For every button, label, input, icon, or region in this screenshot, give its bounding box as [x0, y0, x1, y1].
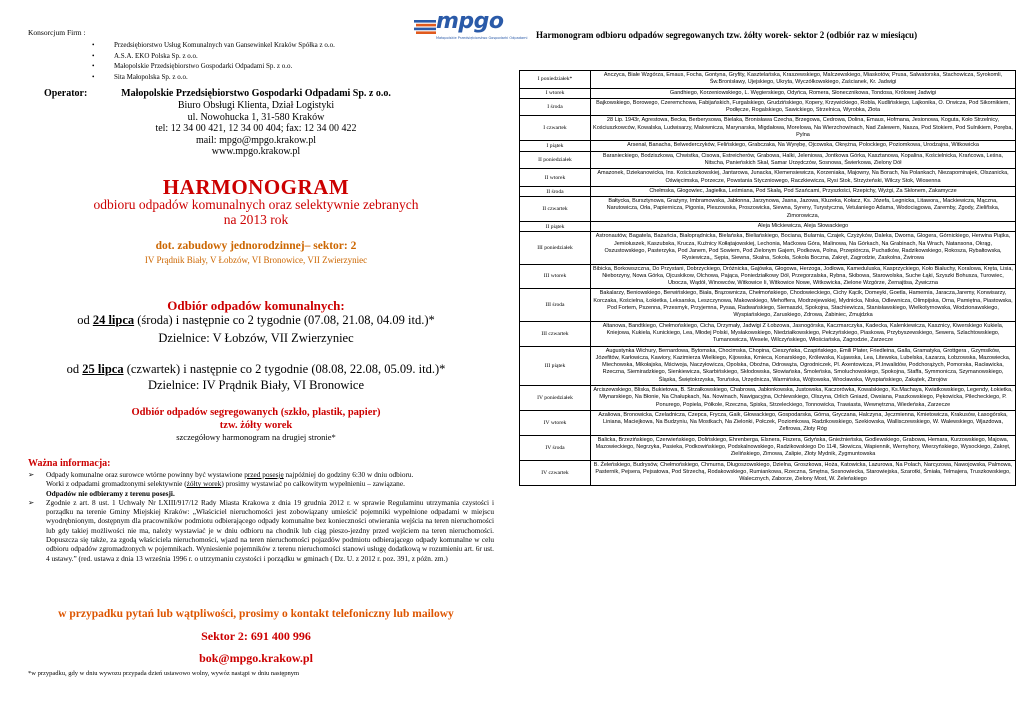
schedule-streets: Altanowa, Bandtkiego, Chełmońskiego, Cicha, Drzymały, Jadwigi Z Łobzowa, Jasnogórska, Kaczmarczyka, Kadecka, Kalenkiewicza, Kasznicy, Kiwerskiego Kukiela, Kniejowa, Kukiela, Kunickiego, Lea, Młodej Polski, Mysłakowskiego, Niedziałkowskiego, Pełczyńskiego, Piaskowa, Przybyszewskiego, Sewera, Szlachtowskiego, Tumanowicza, Wesele, Wilczyńskiego, Włościańska, Zagrodzie, Zarzecze	[591, 321, 1016, 346]
schedule-row	[520, 232, 1016, 264]
schedule-day: II poniedziałek	[520, 151, 591, 169]
operator-address: ul. Nowohucka 1, 31-580 Kraków	[187, 111, 325, 123]
schedule-row	[520, 321, 1016, 346]
schedule-day: IV środa	[520, 435, 591, 460]
schedule-day: II piątek	[520, 222, 591, 232]
schedule-row	[520, 264, 1016, 289]
schedule-row	[520, 197, 1016, 222]
contact-prompt: w przypadku pytań lub wątpliwości, prosimy o kontakt telefoniczny lub mailowy	[58, 608, 454, 620]
segregated-title: Odbiór odpadów segregowanych (szkło, plastik, papier)	[131, 407, 381, 418]
communal-date-1: 24 lipca	[92, 313, 135, 327]
schedule-day: I środa	[520, 98, 591, 116]
schedule-day: I poniedziałek*	[520, 71, 591, 89]
communal-title: Odbiór odpadów komunalnych:	[167, 298, 345, 313]
schedule-streets: B. Żeleńskiego, Budrysów, Chełmońskiego, Chmurna, Długoszowskiego, Dzielna, Groszkowa, Hoża, Katowicka, Lazurowa, Na Polach, Narcyzowa, Nawojowska, Palmowa, Pasternik, Pejsera, Pejsatowa, Pod Strzechą, Rodakowskiego, Rumiankowa, Rzeczna, Smętna, Sosnowiecka, Starowiejska, Szarotki, Śmiała, Telmajera, Truszkowskiego, Walecznych, Zaborze, Zielony Most, W. Żeleńskiego	[591, 460, 1016, 485]
text-fragment: (środa) i następnie co 2 tygodnie (07.08, 21.08, 04.09 itd.)*	[134, 313, 435, 327]
schedule-row	[520, 460, 1016, 485]
schedule-title: Harmonogram odbioru odpadów segregowanych tzw. żółty worek- sektor 2 (odbiór raz w miesiącu)	[536, 30, 918, 40]
communal-schedule-2	[0, 362, 512, 377]
text-fragment: przed posesję	[244, 470, 284, 479]
footnote: *w przypadku, gdy w dniu wywozu przypada dzień ustawowo wolny, wywóz nastąpi w dniu następnym	[28, 670, 300, 677]
operator-contact	[106, 100, 406, 158]
schedule-day: IV czwartek	[520, 460, 591, 485]
schedule-row	[520, 186, 1016, 196]
communal-districts-1: Dzielnice: V Łobzów, VII Zwierzyniec	[158, 331, 354, 345]
operator-name: Małopolskie Przedsiębiorstwo Gospodarki Odpadami Sp. z o.o.	[121, 88, 391, 99]
schedule-streets: Aleja Mickiewicza, Aleja Słowackiego	[591, 222, 1016, 232]
schedule-row	[520, 289, 1016, 321]
mpgo-logo	[408, 9, 528, 44]
page-subtitle	[0, 197, 512, 227]
schedule-streets: Astronautów, Bagatela, Bażańcia, Białoprądnicka, Bielańska, Bieliańskiego, Bociana, Bularnia, Czajek, Czyżyków, Daleka, Dworna, Glogera, Górnickiego, Herwina Piątka, Jemiołuszek, Kaszubska, Krucza, Kuźnicy Kołłątajowskiej, Lechonia, Maćkowa Góra, Malinowa, Na Górkach, Na Grabinach, Na Wrach, Natansona, Okrąg, Oszustowskiego, Pasterzyka, Pod Janem, Pod Sowiem, Pod Zielonym Gajem, Podkowa, Polna, Przepiórcza, Puchatków, Radzikowskiego, Rokosza, Rybałtowska, Rysiewicza,, Sępia, Siewna, Skalna, Sokola, Sokola Boczna, Zakręt, Zagrodzie, Zaskolna, Żwirowa	[591, 232, 1016, 264]
text-fragment: od	[66, 362, 83, 376]
schedule-table	[519, 70, 1016, 486]
segregated-sub: tzw. żółty worek	[219, 420, 293, 431]
schedule-streets: Amazonek, Dziekanowicka, Ins. Kościuszkowskiej, Jantarowa, Junacka, Klemensiewicza, Korzeniaka, Majowny, Na Borach, Na Polankach, Niezapominajek, Olszanicka, Oświęcimska, Porzecze, Powstania Styczniowego, Raczkiewicza, Rysi Stok, Strzyżeński, Wilczy Stok, Wiosenna	[591, 169, 1016, 187]
schedule-day: IV wtorek	[520, 410, 591, 435]
communal-date-2: 25 lipca	[82, 362, 124, 376]
notes-title: Ważna informacja:	[28, 458, 111, 469]
schedule-day: III czwartek	[520, 321, 591, 346]
operator-www[interactable]: www.mpgo.krakow.pl	[211, 146, 301, 157]
note-item: ➢ Zgodnie z art. 8 ust. 1 Uchwały Nr LXIII/917/12 Rady Miasta Krakowa z dnia 19 grudnia 2012 r. w sprawie Regulaminu utrzymania czystości i porządku na terenie Gminy Miejskiej Kraków: „Właściciel nieruchomości jest zobowiązany umieścić pojemniki wypełnione odpadami w miejscu wyodrębnionym, dostępnym dla pracowników podmiotu odbierającego odpady komunalne bez konieczności otwierania wejścia na teren nieruchomości lub gdy takiej możliwości nie ma, należy wystawiać je w dniu odbioru na chodnik lub ciąg pieszo-jezdny przed wejściem na teren nieruchomości. Dopuszcza się także, za zgodą właściciela nieruchomości, wjazd na teren nieruchomości pojazdów podmiotu odbierającego odpady komunalne w celu odbioru odpadów zgromadzonych w pojemnikach. Wyniesienie pojemników z terenu nieruchomości stanowi usługę dodatkową w rozumieniu art. 6r ust. 4 ustawy.” (red. ustawa z dnia 13 września 1996 r. o utrzymaniu czystości i porządku w gminach ( Dz. U. z 2012 r. poz. 391, z późn. zm.)	[28, 498, 494, 563]
schedule-day: III poniedziałek	[520, 232, 591, 264]
notes-list	[28, 470, 494, 563]
schedule-streets: Balicka, Brzezińskiego, Czerwieńskiego, Dolińskiego, Ehrenberga, Elsnera, Fiszera, Gdyńska, Gnieźnieńska, Godlewskiego, Grabowa, Hemara, Kurzowskiego, Majowa, Mazowieckiego, Negrzyka, Pasieka, Podkowińskiego, Podskalnowskiego, Radzikowskiego Do 114l, Słowicza, Wapiennik, Wernyhory, Wierzyńskiego, Wysockiego, Zakręt, Zielińskiego, Zimowa, Zalipie, Złoty Mydnik, Zygmuntowska	[591, 435, 1016, 460]
schedule-streets: Arsenał, Banacha, Belwederczyków, Felińskiego, Grabczaka, Na Wyrębę, Ojcowska, Okrężna, Polockiego, Poziomkowa, Urodzajna, Witkowicka	[591, 141, 1016, 151]
schedule-streets: Bajkowskiego, Borowego, Czeremchowa, Fabijańskich, Furgalskiego, Grudzińskiego, Kopery, Krzywickiego, Robla, Kudlińskiego, Lajkonika, O. Orwicza, Pod Sikornikiem, Podłęcze, Rogalskiego, Sawickiego, Strzelnica, Wyrobka, Złota	[591, 98, 1016, 116]
schedule-day: III środa	[520, 289, 591, 321]
schedule-row	[520, 98, 1016, 116]
page-title: HARMONOGRAM	[162, 175, 350, 199]
schedule-row	[520, 385, 1016, 410]
note-item	[28, 479, 494, 488]
segregated-note: szczegółowy harmonogram na drugiej stronie*	[176, 432, 336, 442]
text-fragment: (czwartek) i następnie co 2 tygodnie (08.08, 22.08, 05.09. itd.)*	[123, 362, 446, 376]
schedule-row	[520, 88, 1016, 98]
schedule-row	[520, 151, 1016, 169]
firm-item: • Małopolskie Przedsiębiorstwo Gospodarki Odpadami Sp. z o.o.	[92, 61, 335, 72]
schedule-row	[520, 71, 1016, 89]
text-fragment: Worki z odpadami gromadzonymi selektywnie (	[46, 479, 187, 489]
logo-tagline: Małopolskie Przedsiębiorstwo Gospodarki Odpadami	[436, 36, 528, 40]
schedule-streets: Azaliowa, Bronowicka, Czeladnicza, Czepca, Fryczа, Gaik, Głowackiego, Gospodarska, Górna, Gryczana, Halczyna, Jęczmienna, Kmietowicza, Krakusów, Łasogórska, Liniana, Maciejkowa, Na Budzyniu, Na Mostkach, Na Zielonki, Połczek, Poziomkowa, Radzikowskiego, Szekiowska, Wallisczewskiego, W. Walewskiego, Wjazdowa, Zefirowa, Złoty Róg	[591, 410, 1016, 435]
subtitle-line-2: na 2013 rok	[223, 212, 289, 227]
schedule-day: III wtorek	[520, 264, 591, 289]
note-item	[28, 489, 494, 498]
text-fragment: od	[77, 313, 93, 327]
schedule-row	[520, 222, 1016, 232]
sector-districts: IV Prądnik Biały, V Łobzów, VI Bronowice, VII Zwierzyniec	[144, 255, 368, 265]
operator-office: Biuro Obsługi Klienta, Dział Logistyki	[177, 100, 335, 111]
schedule-row	[520, 435, 1016, 460]
contact-phone: Sektor 2: 691 400 996	[201, 629, 311, 643]
text-fragment: najpóźniej do godziny 6:30 w dniu odbioru.	[283, 470, 414, 479]
text-fragment: żółty worek	[186, 479, 222, 489]
schedule-row	[520, 141, 1016, 151]
text-fragment: ) prosimy wystawiać po całkowitym wypełnieniu – zawiązane.	[221, 479, 405, 489]
schedule-day: II czwartek	[520, 197, 591, 222]
operator-mail[interactable]: mail: mpgo@mpgo.krakow.pl	[196, 134, 316, 146]
firm-list	[92, 40, 335, 82]
schedule-day: II wtorek	[520, 169, 591, 187]
schedule-streets: Augustynka Wichury, Bernardowa, Bytomska, Chocimska, Chopina, Cieszyńska, Czapińskiego, Emili Plater, Friedleina, Galla, Gramatyka, Grottgera , Gzymsików, Józefitów, Karłowicza, Kawiory, Kazimierza Wielkiego, Kijowska, Kmieca, Konarskiego, Królewska, Kujawska, Lea, Litewska, Lubelska, Łazarza, Łobzowska, Mazowiecka, Miechowska, Mikołajska, Mściwoja, Naczyłowicza, Opolska, Oboźna, Odrowąża, Ogrodniczek, Pl. Axentowicza, Pl.Inwalidów, Podchorążych, Pomorska, Racławicka, Rzeczna, Siemiradzkiego, Sienkiewicza, Skarbińskiego, Skłodowska, Słowiańska, Śmoleńska, Smoluchowskiego, Spokojna, Staffa, Symmonicza, Szymanowskiego, Śląska, Świętokrzyska, Toruńska, Urzędnicza, Warmińska, Wójtowska, Wrocławska, Wyspiańskiego, Zakątek, Zbrojów	[591, 346, 1016, 385]
operator-tel: tel: 12 34 00 421, 12 34 00 404; fax: 12 34 00 422	[155, 123, 357, 134]
contact-email[interactable]: bok@mpgo.krakow.pl	[199, 651, 313, 665]
schedule-streets: Bałtycka, Bursztynowa, Grażyny, Imbramowska, Jabłonna, Jarzynowa, Jasna, Jazowa, Kluzeka, Kołacz, Ks. Józefa, Legnicka, Litawora,, Mackiewicza, Mączna, Narutowicza, Orła, Papiernicza, Pigonia, Pleszowska, Proszowicka, Siewna, Syreny, Turystyczna, Vetulaniego Adama, Wodociągowa, Zaremby, Zgody, Zieliñska, Zimorowicza,	[591, 197, 1016, 222]
firm-item: • Przedsiębiorstwo Usług Komunalnych van Gansewinkel Kraków Spółka z o.o.	[92, 40, 335, 51]
schedule-streets: Anczyca, Białe Wzgórza, Emaus, Focha, Gontyna, Gryfity, Kasztelańska, Kraszewskiego, Malczewskiego, Miaskotów, Prusa, Salwatorska, Stachowicza, Syrokomli, Św.Bronisławy, Ujejskiego, Ukryta, Wyczółkowskiego, Zaścianek, Kr. Jadwigi	[591, 71, 1016, 89]
schedule-day: I piątek	[520, 141, 591, 151]
consortium-label: Konsorcjum Firm :	[28, 28, 86, 37]
schedule-streets: Bakalarzy, Beniowskiego, Berwińskiego, Biała, Brązownicza, Chełmońskiego, Chodowieckiego, Cichy Kącik, Domeyki, Goetla, Hamernia, Jaracza,Jaremy, Konwisarzy, Korczaka, Kościelna, Łokietka, Leksarska, Leszczynowa, Makowskiego, Mehoffera, Modrzejewskiej, Mydnicka, Niska, Odlewnicza, Olimpijska, Orna, Pamiętna, Piastowska, Pod Fortem, Pszenna, Przesmyk, Przyjemna, Pysaa, Radwańskiego, Siemaszki, Spokojna, Stachiewicza, Stanisławskiego, Wielkotyrnowska, Wodzionawskiego, Wyspiańskiego, Zaruskiego, Zdrowa, Żabinieс, Zmujdzka	[591, 289, 1016, 321]
schedule-row	[520, 169, 1016, 187]
schedule-streets: Bibicka, Borkowszczna, Do Przystani, Dobrzyckiego, Dróżnicka, Gajówka, Głogowa, Herzoga, Jodłowa, Kameduluska, Kasprzyckiego, Koło Białuchy, Koralowa, Kręta, Lisia, Nieborzyny, Nowa Górka, Ojcuskikow, Olchowa, Pająca, Poniedziałkowy Dół, Przegorzalska, Rybna, Skibowa, Starowolska, Suche Łąki, Szyszki Bohusza, Turowiec, Ubocza, Wądół, Winowców, Witkowice Ii, Witkowice Nowe, Witkowickа, Zielone Wzgórze, Żernajtisa, Żywiczna	[591, 264, 1016, 289]
text-fragment: Odpady komunalne oraz surowce wtórne powinny być wystawione	[46, 470, 245, 479]
schedule-streets: Chełmska, Głogowiec, Jagiełka, Leśmiana, Pod Skałą, Pod Szańcami, Przyszłości, Rzepichy, Wyżgi, Za Skłonem, Zakamycze	[591, 186, 1016, 196]
firm-item: • Sita Małopolska Sp. z o.o.	[92, 72, 335, 83]
schedule-streets: Baranieckiego, Bodziszkowa, Chwistka, Cisowa, Estreicherów, Grabowa, Halki, Jeleniowa, Jontkowa Górka, Kasztanowa, Kopalina, Kościelnicka, Krańcowa, Leśna, Nitscha, Panieńskich Skał, Samar Urzędczów, Sosnowa, Świerkowa, Zielony Dół	[591, 151, 1016, 169]
schedule-row	[520, 410, 1016, 435]
schedule-streets: 28 Lip. 1943r, Agrestowa, Becka, Berberysowa, Bielaka, Bronisława Czecha, Brzegowa, Cedrowa, Dolina, Emaus, Hofmana, Jesionowa, Koguta, Koło Strzelnicy, Kościuszkowców, Kowalska, Ludwisarzy, Malownicza, Marynarska, Migdałowa, Morelowa, Na Wierzchowinach, Nad Zalewem, Nasza, Pod Stokiem, Pod Sulnikiem, Poręba, Pylna	[591, 116, 1016, 141]
note-item	[28, 470, 494, 479]
logo-text: mpgo	[436, 9, 504, 34]
text-fragment: Odpadów nie odbieramy z terenu posesji.	[46, 488, 175, 498]
schedule-day: III piątek	[520, 346, 591, 385]
schedule-row	[520, 116, 1016, 141]
operator-label: Operator:	[44, 88, 88, 99]
schedule-day: I wtorek	[520, 88, 591, 98]
schedule-day: IV poniedziałek	[520, 385, 591, 410]
communal-schedule-1	[0, 313, 512, 328]
schedule-day: I czwartek	[520, 116, 591, 141]
communal-districts-2: Dzielnice: IV Prądnik Biały, VI Bronowice	[147, 378, 365, 392]
logo-mark-icon	[414, 20, 438, 34]
firm-item: • A.S.A. EKO Polska Sp. z o.o.	[92, 51, 335, 62]
schedule-day: II środa	[520, 186, 591, 196]
schedule-streets: Arciszewskiego, Bliska, Bukietowa, B. Strzałkowskiego, Chabrowa, Jabłonkowska, Justowska, Kaczorówka, Kowalskiego, Ks.Machaya, Kwiatkowskiego, Legendy, Łokietka, Młynarskiego, Na Błonie, Na Chałupkach, Na. Nowinach, Nawigacyjna, Ochlewskiego, Olszyna, Orlich Gniazd, Owsiana, Paszkowskiego, Pękowicka, Pilecheckiego, P. Ponurego, Popiela, Półkole, Rzeczna, Spiska, Strzeleckiego, Tonnowickа, Trawiasta, Wewnętrzna, Wiedeńska, Zarzecze	[591, 385, 1016, 410]
sector-heading: dot. zabudowy jednorodzinnej– sektor: 2	[155, 240, 357, 252]
schedule-row	[520, 346, 1016, 385]
schedule-streets: Gandhiego, Korzeniowskiego, L. Węgierskiego, Odyńca, Romera, Słonecznikowa, Tondosa, Królowej Jadwigi	[591, 88, 1016, 98]
subtitle-line-1: odbioru odpadów komunalnych oraz selektywnie zebranych	[93, 197, 419, 212]
